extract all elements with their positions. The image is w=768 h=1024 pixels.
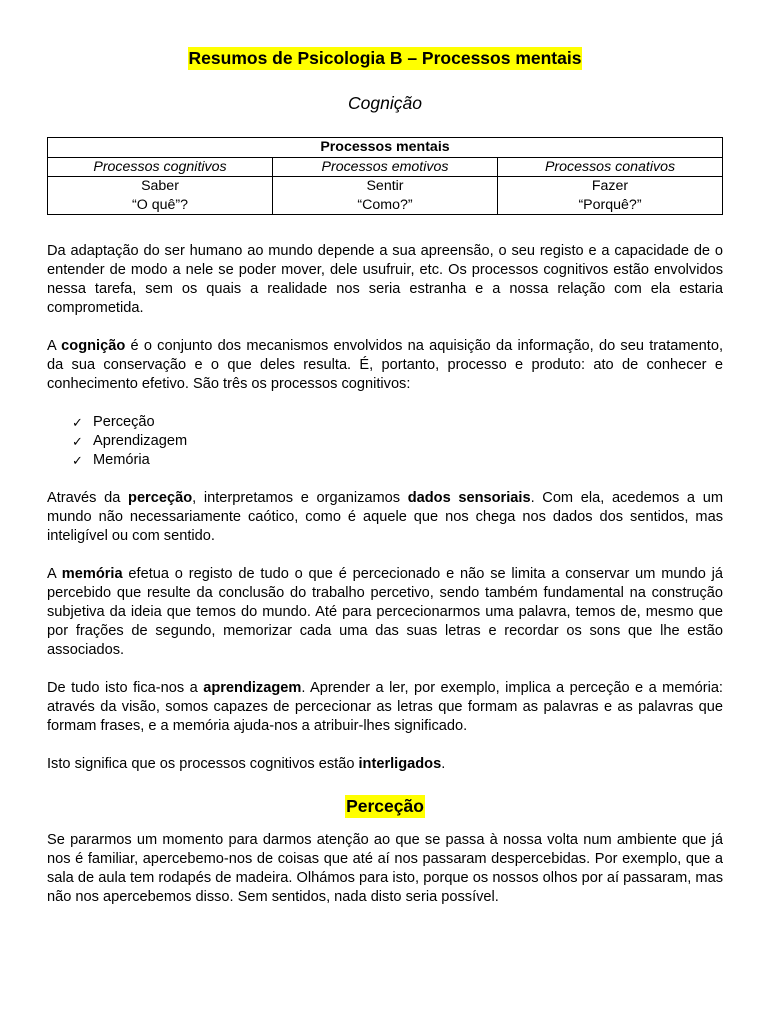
bold-term: cognição [61, 338, 126, 354]
list-item [72, 432, 723, 451]
table-cell-question: “Porquê?” [578, 196, 642, 213]
paragraph-attention: Se pararmos um momento para darmos atenção ao que se passa à nossa volta num ambiente que já nos é familiar, apercebemo-nos de coisas que até aí nos passaram despercebidas. Por exemplo, que a sala de aula tem rodapés de madeira. Olhámos para isto, porque os nossos olhos por aí passaram, mas não nos apercebemos disso. Sem sentidos, nada disto seria possível. [47, 832, 723, 905]
checkmark-icon: ✓ [72, 453, 83, 468]
paragraph-cognition [47, 337, 723, 394]
text-run: , interpretamos e organizamos [192, 490, 408, 506]
list-item [72, 451, 723, 470]
table-cell [273, 177, 498, 215]
text-run: . Com ela, acedemos a um mundo não necessariamente caótico, como é aquele que nos chega nos dados dos sentidos, mas inteligível ou com sentido. [47, 490, 723, 544]
document-subtitle: Cognição [348, 93, 422, 113]
text-run: De tudo isto fica-nos a [47, 680, 204, 696]
list-item-label: Memória [93, 452, 150, 468]
table-column-emotive: Processos emotivos [273, 157, 498, 177]
table-cell [498, 177, 723, 215]
paragraph-adaptation: Da adaptação do ser humano ao mundo depende a sua apreensão, o seu registo e a capacidade de o entender de modo a nele se poder mover, dele usufruir, etc. Os processos cognitivos estão envolvidos nessa tarefa, sem os quais a realidade nos seria estranha e a nossa relação com ela estaria comprometida. [47, 243, 723, 316]
text-run: A [47, 338, 62, 354]
paragraph-learning [47, 679, 723, 736]
section-highlight: Perceção [346, 796, 424, 816]
table-cell [48, 177, 273, 215]
bold-term: interligados [358, 756, 442, 772]
list-item [72, 413, 723, 432]
list-item-label: Perceção [93, 414, 155, 430]
text-run: efetua o registo de tudo o que é percecionado e não se limita a conservar um mundo já percebido que resulte da conclusão do trabalho percetivo, sendo também fundamental na construção subjetiva da ideia que temos do mundo. Até para percecionarmos uma palavra, temos de, mesmo que por frações de segundo, memorizar cada uma das suas letras e recordar os sons que lhe estão associados. [47, 566, 724, 658]
document-content [47, 46, 723, 907]
bold-term: dados sensoriais [407, 490, 531, 506]
bold-term: perceção [128, 490, 193, 506]
table-cell-verb: Fazer [591, 178, 629, 194]
text-run: Isto significa que os processos cognitivos estão [47, 756, 359, 772]
text-run: Através da [47, 490, 129, 506]
table-cell-question: “Como?” [357, 196, 413, 213]
table-column-conative: Processos conativos [498, 157, 723, 177]
paragraph-interlinked [47, 755, 723, 774]
table-cell-verb: Saber [141, 178, 179, 194]
table-cell-verb: Sentir [366, 178, 404, 194]
checkmark-icon: ✓ [72, 434, 83, 449]
paragraph-perception [47, 489, 723, 546]
table-column-cognitive: Processos cognitivos [48, 157, 273, 177]
list-item-label: Aprendizagem [93, 433, 188, 449]
text-run: A [47, 566, 62, 582]
table-header: Processos mentais [48, 138, 723, 158]
text-run: é o conjunto dos mecanismos envolvidos na aquisição da informação, do seu tratamento, da sua conservação e o que deles resulta. É, portanto, processo e produto: ato de conhecer e conhecimento efetivo. São três os processos cognitivos: [47, 338, 724, 392]
text-run: . [441, 756, 446, 772]
title-highlight: Resumos de Psicologia B – Processos mentais [188, 48, 582, 68]
checkmark-icon: ✓ [72, 415, 83, 430]
bold-term: aprendizagem [203, 680, 302, 696]
paragraph-memory [47, 565, 723, 660]
cognitive-processes-list [47, 413, 723, 470]
section-heading-perception [47, 794, 723, 818]
bold-term: memória [61, 566, 123, 582]
document-title [47, 46, 723, 70]
mental-processes-table [47, 137, 723, 215]
text-run: . Aprender a ler, por exemplo, implica a perceção e a memória: através da visão, somos capazes de percecionar as letras que formam as palavras e as palavras que formam frases, e a memória ajuda-nos a atribuir-lhes significado. [47, 680, 723, 734]
table-cell-question: “O quê”? [132, 196, 188, 213]
